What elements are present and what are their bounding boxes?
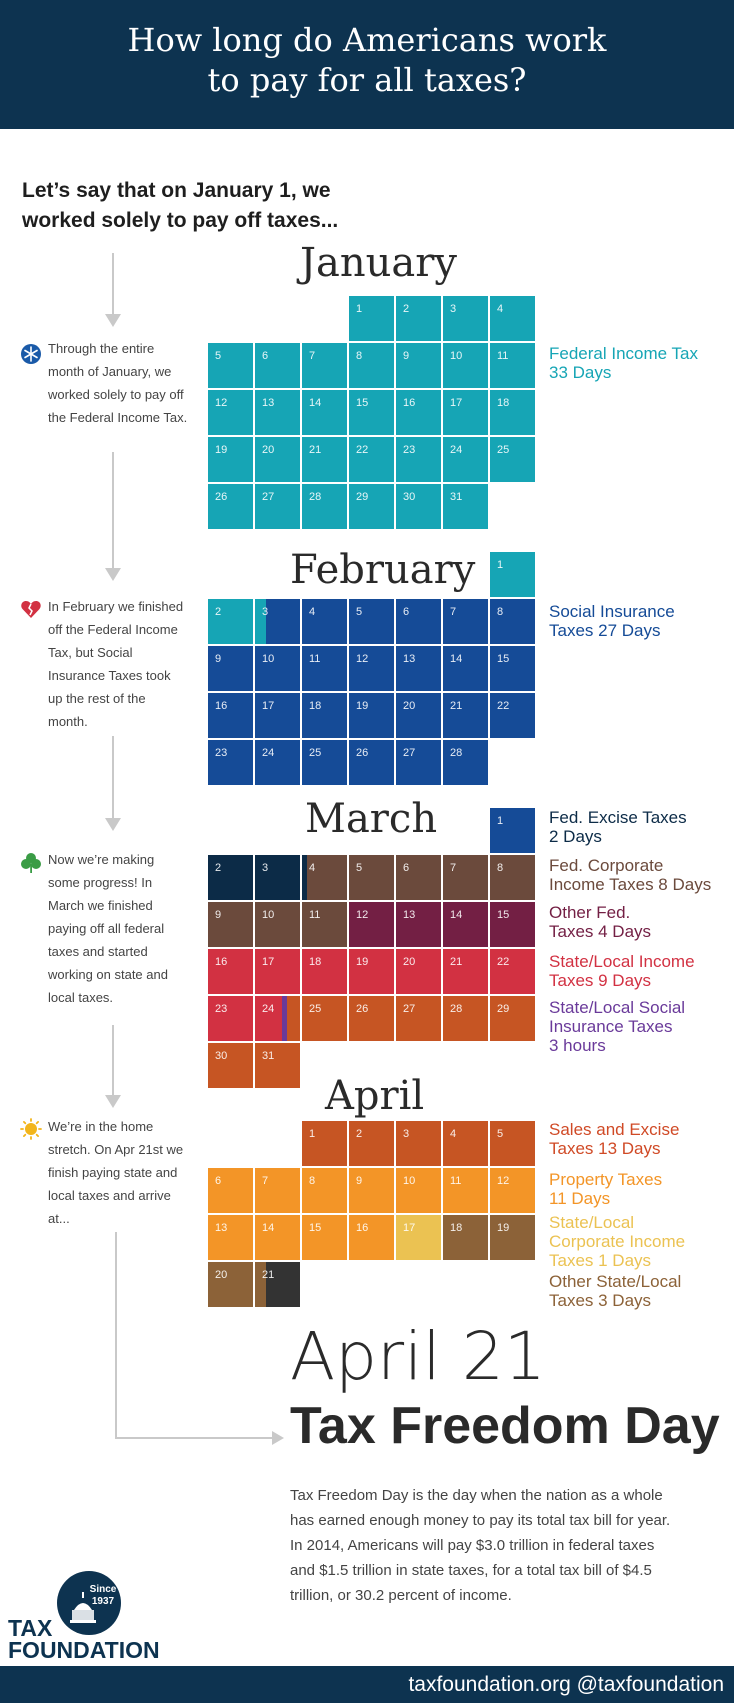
calendar-day-number: 2 [356,1128,363,1140]
page-title [0,20,734,100]
calendar-day-march-20 [395,948,442,995]
legend-state-corporate [549,1213,685,1270]
calendar-day-number: 13 [262,397,275,409]
calendar-day-number: 18 [450,1222,463,1234]
calendar-day-number: 23 [403,444,416,456]
calendar-day-number: 16 [215,700,228,712]
calendar-day-march-3 [254,854,301,901]
calendar-day-number: 20 [403,700,416,712]
legend-state-local-social [549,998,685,1055]
calendar-day-number: 4 [497,303,504,315]
arrow-down-icon [105,314,121,327]
calendar-day-number: 8 [497,862,504,874]
legend-line: State/Local Income [549,952,695,971]
calendar-day-march-9 [207,901,254,948]
calendar-day-february-16 [207,692,254,739]
calendar-day-april-8 [301,1167,348,1214]
legend-social-insurance [549,602,675,640]
calendar-day-number: 5 [215,350,222,362]
calendar-day-january-26 [207,483,254,530]
legend-line: Property Taxes [549,1170,663,1189]
calendar-day-number: 27 [403,1003,416,1015]
calendar-day-number: 2 [403,303,410,315]
calendar-day-number: 10 [262,653,275,665]
logo-since [86,1584,120,1608]
calendar-day-number: 7 [309,350,316,362]
calendar-day-february-4 [301,598,348,645]
calendar-day-march-6 [395,854,442,901]
legend-line: Taxes 3 Days [549,1291,652,1310]
calendar-day-january-11 [489,342,536,389]
calendar-day-april-5 [489,1120,536,1167]
calendar-day-january-8 [348,342,395,389]
calendar-day-number: 17 [450,397,463,409]
intro-line-1: Let’s say that on January 1, we [22,179,331,202]
calendar-day-february-25 [301,739,348,786]
calendar-day-number: 28 [450,1003,463,1015]
calendar-day-march-7 [442,854,489,901]
calendar-day-number: 10 [262,909,275,921]
calendar-day-number: 4 [309,606,316,618]
calendar-day-number: 1 [356,303,363,315]
calendar-day-number: 7 [450,606,457,618]
calendar-day-march-31 [254,1042,301,1089]
calendar-day-february-8 [489,598,536,645]
calendar-day-number: 2 [215,606,222,618]
calendar-day-number: 6 [215,1175,222,1187]
calendar-day-number: 19 [215,444,228,456]
calendar-day-february-6 [395,598,442,645]
calendar-day-number: 9 [356,1175,363,1187]
calendar-day-number: 19 [497,1222,510,1234]
sun-icon [20,1118,42,1140]
calendar-day-february-7 [442,598,489,645]
calendar-day-march-24 [254,995,301,1042]
calendar-day-number: 16 [356,1222,369,1234]
calendar-day-march-30 [207,1042,254,1089]
calendar-day-march-10 [254,901,301,948]
calendar-day-number: 3 [262,606,269,618]
calendar-day-number: 3 [262,862,269,874]
calendar-day-number: 21 [450,956,463,968]
calendar-day-number: 8 [497,606,504,618]
calendar-day-january-25 [489,436,536,483]
calendar-day-march-22 [489,948,536,995]
calendar-day-january-1 [348,295,395,342]
calendar-day-march-5 [348,854,395,901]
calendar-day-number: 15 [497,909,510,921]
calendar-day-number: 13 [215,1222,228,1234]
calendar-day-january-31 [442,483,489,530]
calendar-day-february-15 [489,645,536,692]
legend-line: Insurance Taxes [549,1017,673,1036]
broken-heart-icon [20,598,42,620]
legend-line: 2 Days [549,827,602,846]
flow-line [115,1232,117,1438]
calendar-day-january-16 [395,389,442,436]
legend-line: Fed. Corporate [549,856,664,875]
day-partial-fill [287,996,300,1041]
freedom-description: Tax Freedom Day is the day when the nation as a whole has earned enough money to pay its total tax bill for year. In 2014, Americans will pay $3.0 trillion in federal taxes and $1.5 trillion in state taxes, for a total tax bill of $4.5 trillion, or 30.2 percent of income. [290,1487,671,1604]
calendar-day-number: 17 [403,1222,416,1234]
calendar-day-january-29 [348,483,395,530]
calendar-day-february-21 [442,692,489,739]
calendar-day-march-1 [489,807,536,854]
calendar-day-february-9 [207,645,254,692]
calendar-day-april-15 [301,1214,348,1261]
calendar-day-january-28 [301,483,348,530]
intro-text [22,176,362,236]
legend-line: Fed. Excise Taxes [549,808,687,827]
calendar-day-number: 9 [215,653,222,665]
calendar-day-april-11 [442,1167,489,1214]
calendar-day-number: 21 [309,444,322,456]
capitol-seal-icon [56,1570,122,1636]
legend-line: Taxes 27 Days [549,621,661,640]
legend-line: Corporate Income [549,1232,686,1251]
calendar-day-february-20 [395,692,442,739]
calendar-day-number: 29 [497,1003,510,1015]
calendar-day-march-18 [301,948,348,995]
calendar-day-march-4 [301,854,348,901]
footer-links[interactable]: taxfoundation.org @taxfoundation [408,1673,724,1696]
calendar-day-number: 16 [215,956,228,968]
calendar-day-january-14 [301,389,348,436]
calendar-day-april-19 [489,1214,536,1261]
calendar-day-february-28 [442,739,489,786]
flow-line [112,253,114,315]
calendar-day-number: 14 [262,1222,275,1234]
calendar-day-number: 12 [356,909,369,921]
calendar-day-number: 1 [309,1128,316,1140]
legend-line: 33 Days [549,363,612,382]
calendar-day-march-8 [489,854,536,901]
calendar-day-february-2 [207,598,254,645]
calendar-day-february-17 [254,692,301,739]
calendar-day-march-11 [301,901,348,948]
calendar-day-number: 2 [215,862,222,874]
calendar-day-march-16 [207,948,254,995]
legend-other-fed [549,903,651,941]
calendar-day-number: 25 [309,747,322,759]
note-january: Through the entire month of January, we worked solely to pay off the Federal Income Tax. [48,341,188,425]
legend-sales-excise [549,1120,679,1158]
calendar-day-number: 7 [262,1175,269,1187]
calendar-day-february-23 [207,739,254,786]
calendar-day-february-5 [348,598,395,645]
calendar-day-number: 15 [309,1222,322,1234]
calendar-day-february-10 [254,645,301,692]
calendar-day-number: 5 [497,1128,504,1140]
calendar-day-february-14 [442,645,489,692]
calendar-day-april-13 [207,1214,254,1261]
calendar-day-number: 3 [403,1128,410,1140]
calendar-day-february-18 [301,692,348,739]
calendar-day-number: 14 [450,909,463,921]
calendar-day-march-13 [395,901,442,948]
calendar-day-april-17 [395,1214,442,1261]
calendar-day-number: 25 [309,1003,322,1015]
legend-federal-income [549,344,698,382]
calendar-day-number: 6 [262,350,269,362]
calendar-day-january-13 [254,389,301,436]
calendar-day-january-2 [395,295,442,342]
calendar-day-april-7 [254,1167,301,1214]
calendar-day-number: 1 [497,815,504,827]
calendar-day-number: 30 [215,1050,228,1062]
calendar-day-number: 5 [356,862,363,874]
calendar-day-april-4 [442,1120,489,1167]
calendar-day-number: 10 [450,350,463,362]
calendar-day-march-12 [348,901,395,948]
calendar-day-number: 6 [403,862,410,874]
calendar-day-number: 11 [309,653,321,665]
calendar-day-number: 31 [262,1050,275,1062]
calendar-day-number: 4 [450,1128,457,1140]
calendar-day-number: 13 [403,909,416,921]
calendar-day-number: 19 [356,700,369,712]
calendar-day-number: 15 [497,653,510,665]
calendar-day-march-23 [207,995,254,1042]
legend-line: 3 hours [549,1036,606,1055]
month-title-february: February [290,547,476,593]
calendar-day-april-14 [254,1214,301,1261]
calendar-day-number: 22 [497,700,510,712]
calendar-day-number: 28 [450,747,463,759]
calendar-day-march-14 [442,901,489,948]
calendar-day-february-27 [395,739,442,786]
calendar-day-january-22 [348,436,395,483]
calendar-day-april-12 [489,1167,536,1214]
calendar-day-march-19 [348,948,395,995]
calendar-day-number: 15 [356,397,369,409]
calendar-day-january-30 [395,483,442,530]
calendar-day-march-26 [348,995,395,1042]
calendar-day-number: 12 [497,1175,510,1187]
calendar-day-january-15 [348,389,395,436]
calendar-day-number: 14 [450,653,463,665]
calendar-day-number: 16 [403,397,416,409]
legend-line: Other State/Local [549,1272,682,1291]
calendar-day-number: 6 [403,606,410,618]
calendar-day-february-24 [254,739,301,786]
calendar-day-march-27 [395,995,442,1042]
calendar-day-january-23 [395,436,442,483]
calendar-day-march-21 [442,948,489,995]
legend-property [549,1170,662,1208]
calendar-day-number: 17 [262,700,275,712]
calendar-day-number: 21 [450,700,463,712]
legend-line: Sales and Excise [549,1120,680,1139]
calendar-day-number: 9 [403,350,410,362]
calendar-day-number: 30 [403,491,416,503]
calendar-day-number: 12 [215,397,228,409]
calendar-day-number: 20 [262,444,275,456]
calendar-day-number: 21 [262,1269,275,1281]
page-title-line-1: How long do Americans work [127,21,607,59]
calendar-day-february-3 [254,598,301,645]
calendar-day-number: 26 [356,747,369,759]
note-february: In February we finished off the Federal Income Tax, but Social Insurance Taxes took up the rest of the month. [48,599,184,729]
calendar-day-april-20 [207,1261,254,1308]
calendar-day-march-17 [254,948,301,995]
calendar-day-april-1 [301,1120,348,1167]
shamrock-icon [20,852,42,874]
calendar-day-february-11 [301,645,348,692]
freedom-date: April 21 [290,1318,546,1395]
calendar-day-april-18 [442,1214,489,1261]
calendar-day-january-27 [254,483,301,530]
calendar-day-number: 19 [356,956,369,968]
calendar-day-number: 1 [497,559,504,571]
legend-line: Taxes 9 Days [549,971,652,990]
calendar-day-number: 8 [309,1175,316,1187]
note-april: We’re in the home stretch. On Apr 21st we finish paying state and local taxes and arrive at... [48,1119,184,1226]
note-march: Now we’re making some progress! In March we finished paying off all federal taxes and started working on state and local taxes. [48,852,168,1005]
calendar-day-april-3 [395,1120,442,1167]
calendar-day-number: 18 [309,700,322,712]
legend-line: Social Insurance [549,602,675,621]
flow-line [112,452,114,572]
calendar-day-march-15 [489,901,536,948]
calendar-day-number: 20 [215,1269,228,1281]
page-title-line-2: to pay for all taxes? [207,61,527,99]
calendar-day-january-20 [254,436,301,483]
arrow-down-icon [105,568,121,581]
calendar-day-number: 26 [215,491,228,503]
calendar-day-number: 18 [309,956,322,968]
calendar-day-april-10 [395,1167,442,1214]
legend-line: State/Local [549,1213,635,1232]
calendar-day-april-16 [348,1214,395,1261]
calendar-day-number: 23 [215,1003,228,1015]
legend-line: Taxes 1 Days [549,1251,652,1270]
calendar-day-number: 5 [356,606,363,618]
calendar-day-january-12 [207,389,254,436]
calendar-day-number: 3 [450,303,457,315]
month-title-april: April [325,1073,425,1119]
calendar-day-number: 11 [497,350,509,362]
calendar-day-number: 31 [450,491,463,503]
calendar-day-april-21 [254,1261,301,1308]
legend-line: Other Fed. [549,903,631,922]
calendar-day-january-10 [442,342,489,389]
calendar-day-number: 18 [497,397,510,409]
calendar-day-number: 22 [497,956,510,968]
calendar-day-march-29 [489,995,536,1042]
calendar-day-february-19 [348,692,395,739]
calendar-day-january-18 [489,389,536,436]
legend-line: Taxes 4 Days [549,922,652,941]
calendar-day-number: 27 [262,491,275,503]
calendar-day-number: 26 [356,1003,369,1015]
calendar-day-number: 24 [262,747,275,759]
legend-line: Taxes 13 Days [549,1139,661,1158]
calendar-day-march-28 [442,995,489,1042]
calendar-day-january-9 [395,342,442,389]
day-partial-fill [302,855,307,900]
logo-since-year: 1937 [91,1596,115,1607]
calendar-day-january-5 [207,342,254,389]
arrow-down-icon [105,818,121,831]
arrow-down-icon [105,1095,121,1108]
legend-other-state-local [549,1272,681,1310]
calendar-day-january-7 [301,342,348,389]
calendar-day-january-4 [489,295,536,342]
calendar-day-number: 12 [356,653,369,665]
calendar-day-number: 27 [403,747,416,759]
calendar-day-number: 28 [309,491,322,503]
legend-line: 11 Days [549,1189,611,1208]
calendar-day-january-19 [207,436,254,483]
flow-line [115,1437,275,1439]
arrow-right-icon [272,1431,284,1445]
calendar-day-number: 22 [356,444,369,456]
calendar-day-number: 20 [403,956,416,968]
calendar-day-april-6 [207,1167,254,1214]
calendar-day-january-6 [254,342,301,389]
calendar-day-january-24 [442,436,489,483]
legend-line: Income Taxes 8 Days [549,875,712,894]
calendar-day-number: 25 [497,444,510,456]
legend-line: State/Local Social [549,998,686,1017]
calendar-day-march-2 [207,854,254,901]
month-title-march: March [305,796,438,842]
calendar-day-number: 24 [450,444,463,456]
calendar-day-number: 11 [309,909,321,921]
flow-line [112,736,114,821]
calendar-day-number: 8 [356,350,363,362]
calendar-day-number: 23 [215,747,228,759]
calendar-day-april-2 [348,1120,395,1167]
legend-state-local-income [549,952,695,990]
legend-fed-corporate [549,856,711,894]
calendar-day-january-3 [442,295,489,342]
calendar-day-february-22 [489,692,536,739]
calendar-day-march-25 [301,995,348,1042]
logo-since-label: Since [89,1584,117,1595]
calendar-day-april-9 [348,1167,395,1214]
intro-line-2: worked solely to pay off taxes... [22,209,339,232]
calendar-day-number: 17 [262,956,275,968]
legend-fed-excise [549,808,687,846]
calendar-day-number: 9 [215,909,222,921]
freedom-title: Tax Freedom Day [290,1397,720,1455]
calendar-day-number: 14 [309,397,322,409]
legend-line: Federal Income Tax [549,344,698,363]
calendar-day-number: 10 [403,1175,416,1187]
calendar-day-february-12 [348,645,395,692]
calendar-day-number: 11 [450,1175,462,1187]
calendar-day-february-1 [489,551,536,598]
calendar-day-number: 7 [450,862,457,874]
calendar-day-number: 13 [403,653,416,665]
flow-line [112,1025,114,1098]
logo-text-foundation: FOUNDATION [8,1637,160,1663]
logo-text-tax: TAX [8,1615,53,1641]
calendar-day-number: 29 [356,491,369,503]
calendar-day-january-17 [442,389,489,436]
calendar-day-february-26 [348,739,395,786]
month-title-january: January [300,240,457,286]
snowflake-icon [20,343,42,365]
calendar-day-january-21 [301,436,348,483]
calendar-day-number: 24 [262,1003,275,1015]
calendar-day-february-13 [395,645,442,692]
calendar-day-number: 4 [309,862,316,874]
